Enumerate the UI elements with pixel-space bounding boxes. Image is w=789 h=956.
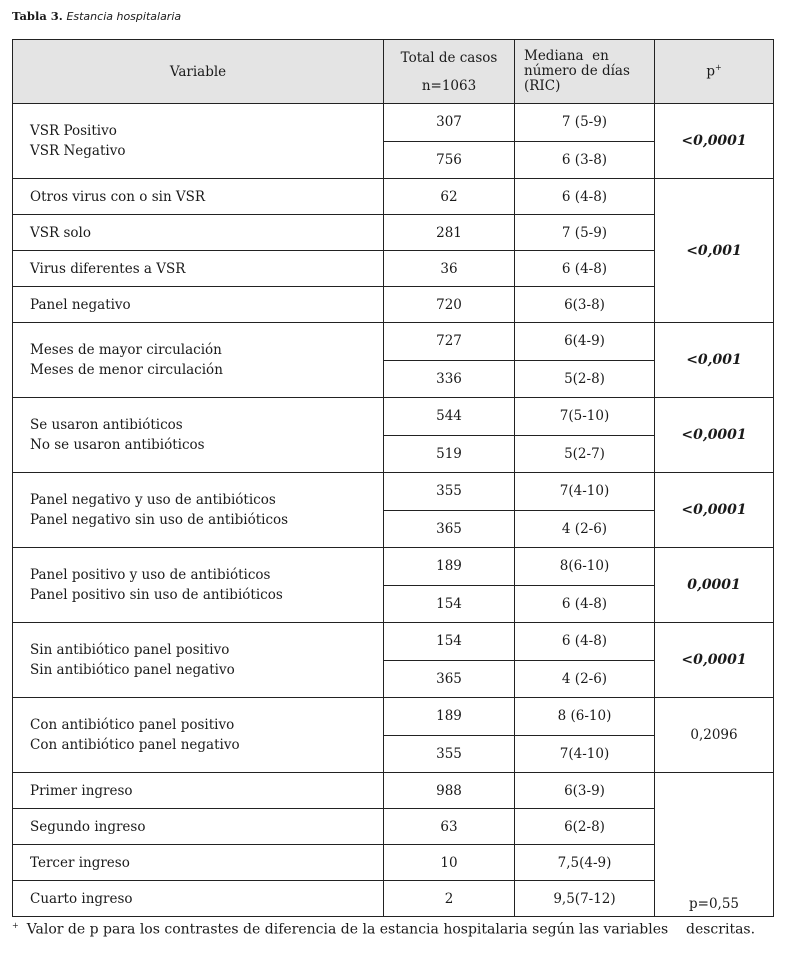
cell-total: 154 xyxy=(384,623,515,661)
cell-mediana: 8(6-10) xyxy=(515,548,655,586)
cell-p-value xyxy=(655,473,774,548)
header-p xyxy=(655,40,774,104)
cell-variable: Tercer ingreso xyxy=(13,845,384,881)
p-value-text: <0,001 xyxy=(686,352,742,368)
header-p-sup: + xyxy=(714,63,722,73)
table-row xyxy=(13,548,774,586)
cell-variable: No se usaron antibióticos xyxy=(13,435,384,473)
cell-total: 336 xyxy=(384,360,515,398)
cell-total: 365 xyxy=(384,510,515,548)
cell-total: 36 xyxy=(384,251,515,287)
cell-variable: Segundo ingreso xyxy=(13,809,384,845)
cell-p-value xyxy=(655,773,774,917)
cell-variable: Cuarto ingreso xyxy=(13,881,384,917)
cell-total: 756 xyxy=(384,141,515,179)
cell-total: 544 xyxy=(384,398,515,436)
cell-variable: Con antibiótico panel positivo xyxy=(13,698,384,736)
table-row xyxy=(13,473,774,511)
cell-variable: Sin antibiótico panel positivo xyxy=(13,623,384,661)
cell-variable: VSR Negativo xyxy=(13,141,384,179)
cell-mediana: 7,5(4-9) xyxy=(515,845,655,881)
cell-total: 355 xyxy=(384,473,515,511)
cell-p-value xyxy=(655,698,774,773)
cell-variable: Panel positivo y uso de antibióticos xyxy=(13,548,384,586)
cell-total: 62 xyxy=(384,179,515,215)
cell-variable: VSR Positivo xyxy=(13,104,384,142)
cell-variable: Panel negativo xyxy=(13,287,384,323)
table-row xyxy=(13,623,774,661)
p-value-text: <0,001 xyxy=(686,242,742,259)
cell-total: 365 xyxy=(384,660,515,698)
cell-p-value xyxy=(655,104,774,179)
header-mediana-line2: número de días xyxy=(524,63,630,79)
header-mediana-line1: Mediana en xyxy=(524,48,609,64)
header-row xyxy=(13,40,774,104)
cell-total: 189 xyxy=(384,548,515,586)
cell-mediana: 6 (4-8) xyxy=(515,251,655,287)
cell-total: 727 xyxy=(384,323,515,361)
cell-mediana: 6(2-8) xyxy=(515,809,655,845)
cell-mediana: 6(3-9) xyxy=(515,773,655,809)
p-value-text: 0,0001 xyxy=(687,577,741,593)
header-mediana-line3: (RIC) xyxy=(524,78,561,94)
cell-variable: Con antibiótico panel negativo xyxy=(13,735,384,773)
table-row xyxy=(13,698,774,736)
cell-mediana: 8 (6-10) xyxy=(515,698,655,736)
cell-variable: Panel negativo sin uso de antibióticos xyxy=(13,510,384,548)
p-value-text: <0,0001 xyxy=(681,652,747,668)
cell-total: 189 xyxy=(384,698,515,736)
cell-total: 720 xyxy=(384,287,515,323)
cell-total: 2 xyxy=(384,881,515,917)
p-value-text: 0,2096 xyxy=(690,727,738,743)
cell-p-value xyxy=(655,548,774,623)
table-row xyxy=(13,773,774,809)
cell-mediana: 9,5(7-12) xyxy=(515,881,655,917)
cell-total: 63 xyxy=(384,809,515,845)
cell-p-value xyxy=(655,323,774,398)
header-variable: Variable xyxy=(13,40,384,104)
header-total xyxy=(384,40,515,104)
p-value-text: p=0,55 xyxy=(688,896,739,912)
cell-mediana: 6 (3-8) xyxy=(515,141,655,179)
caption-title: Estancia hospitalaria xyxy=(66,10,182,23)
p-value-text: <0,0001 xyxy=(681,502,747,518)
header-total-line1: Total de casos xyxy=(400,49,498,66)
cell-variable: Se usaron antibióticos xyxy=(13,398,384,436)
cell-total: 355 xyxy=(384,735,515,773)
table-caption xyxy=(12,9,181,23)
cell-total: 154 xyxy=(384,585,515,623)
cell-variable: VSR solo xyxy=(13,215,384,251)
cell-total: 10 xyxy=(384,845,515,881)
footnote-symbol: + xyxy=(12,921,19,930)
cell-mediana: 7 (5-9) xyxy=(515,215,655,251)
table-row xyxy=(13,323,774,361)
table-row xyxy=(13,104,774,142)
table-row xyxy=(13,398,774,436)
cell-mediana: 7(4-10) xyxy=(515,473,655,511)
cell-variable: Panel positivo sin uso de antibióticos xyxy=(13,585,384,623)
cell-total: 307 xyxy=(384,104,515,142)
cell-mediana: 5(2-8) xyxy=(515,360,655,398)
cell-mediana: 6(4-9) xyxy=(515,323,655,361)
header-total-line2: n=1063 xyxy=(421,77,477,94)
cell-mediana: 4 (2-6) xyxy=(515,660,655,698)
header-p-label: p xyxy=(706,63,715,80)
hospital-stay-table xyxy=(12,39,774,917)
p-value-text: <0,0001 xyxy=(681,133,747,149)
cell-mediana: 6 (4-8) xyxy=(515,585,655,623)
cell-variable: Meses de menor circulación xyxy=(13,360,384,398)
p-value-text: <0,0001 xyxy=(681,427,747,443)
cell-total: 519 xyxy=(384,435,515,473)
cell-mediana: 7 (5-9) xyxy=(515,104,655,142)
cell-variable: Meses de mayor circulación xyxy=(13,323,384,361)
table-body xyxy=(13,104,774,917)
cell-mediana: 4 (2-6) xyxy=(515,510,655,548)
cell-total: 281 xyxy=(384,215,515,251)
caption-label: Tabla 3. xyxy=(12,9,63,23)
cell-p-value xyxy=(655,179,774,323)
cell-mediana: 5(2-7) xyxy=(515,435,655,473)
header-mediana xyxy=(515,40,655,104)
cell-variable: Virus diferentes a VSR xyxy=(13,251,384,287)
table-row xyxy=(13,179,774,215)
footnote-text: Valor de p para los contrastes de diferencia de la estancia hospitalaria según las variables descritas. xyxy=(26,921,756,938)
cell-variable: Sin antibiótico panel negativo xyxy=(13,660,384,698)
cell-mediana: 6(3-8) xyxy=(515,287,655,323)
cell-variable: Primer ingreso xyxy=(13,773,384,809)
cell-p-value xyxy=(655,398,774,473)
cell-variable: Panel negativo y uso de antibióticos xyxy=(13,473,384,511)
cell-p-value xyxy=(655,623,774,698)
cell-variable: Otros virus con o sin VSR xyxy=(13,179,384,215)
cell-mediana: 7(5-10) xyxy=(515,398,655,436)
cell-mediana: 6 (4-8) xyxy=(515,623,655,661)
cell-mediana: 6 (4-8) xyxy=(515,179,655,215)
footnote xyxy=(12,921,755,938)
cell-total: 988 xyxy=(384,773,515,809)
cell-mediana: 7(4-10) xyxy=(515,735,655,773)
